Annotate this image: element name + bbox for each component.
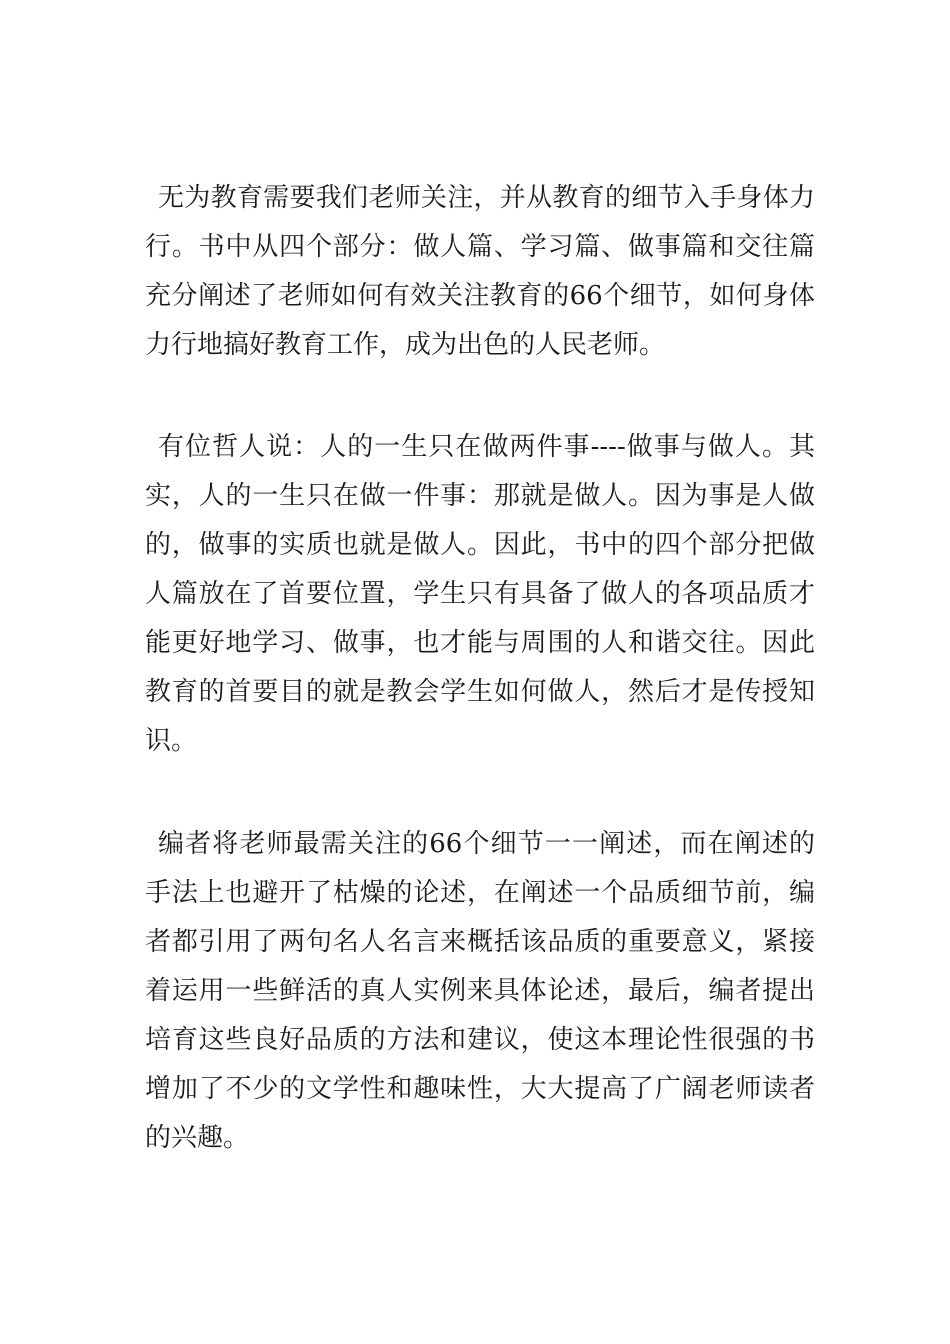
paragraph-2: 有位哲人说：人的一生只在做两件事----做事与做人。其实，人的一生只在做一件事：那就是做人。因为事是人做的，做事的实质也就是做人。因此，书中的四个部分把做人篇放在了首要位置，学生只有具备了做人的各项品质才能更好地学习、做事，也才能与周围的人和谐交往。因此教育的首要目的就是教会学生如何做人，然后才是传授知识。 [145,432,815,756]
paragraph-1: 无为教育需要我们老师关注，并从教育的细节入手身体力行。书中从四个部分：做人篇、学习篇、做事篇和交往篇充分阐述了老师如何有效关注教育的66个细节，如何身体力行地搞好教育工作，成为出色的人民老师。 [145,183,815,360]
paragraph-3: 编者将老师最需关注的66个细节一一阐述，而在阐述的手法上也避开了枯燥的论述，在阐述一个品质细节前，编者都引用了两句名人名言来概括该品质的重要意义，紧接着运用一些鲜活的真人实例来具体论述，最后，编者提出培育这些良好品质的方法和建议，使这本理论性很强的书增加了不少的文学性和趣味性，大大提高了广阔老师读者的兴趣。 [145,829,815,1153]
